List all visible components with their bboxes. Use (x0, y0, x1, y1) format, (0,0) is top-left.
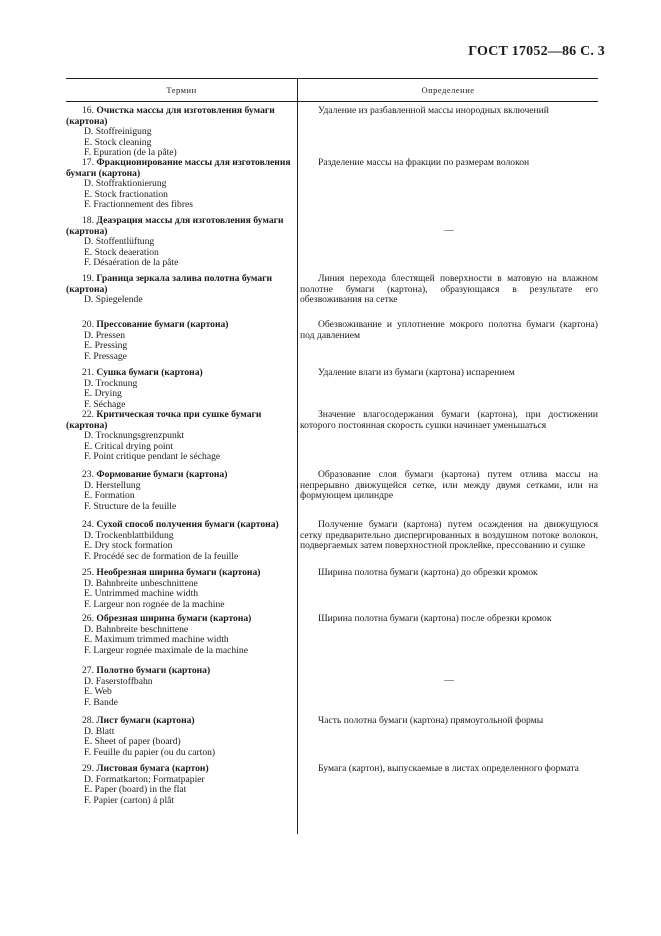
term-english: E. Stock fractionation (84, 188, 168, 200)
term-entry (66, 764, 297, 834)
term-number: 28. (82, 715, 94, 726)
term-entry (66, 368, 297, 410)
term-title (66, 368, 297, 379)
term-title (66, 520, 297, 531)
term-english: E. Stock cleaning (84, 136, 152, 148)
term-english: E. Stock deaeration (84, 246, 159, 258)
term-title (66, 320, 297, 331)
definition-entry (298, 716, 598, 764)
definition-text: — (444, 675, 454, 686)
term-french: F. Procédé sec de formation de la feuille (84, 550, 239, 562)
term-number: 17. (82, 157, 94, 168)
term-number: 25. (82, 567, 94, 578)
term-french: F. Désaération de la pâte (84, 257, 179, 269)
definition-text: Разделение массы на фракции по размерам волокон (318, 157, 530, 168)
term-number: 19. (82, 273, 94, 284)
definition-text: — (444, 225, 454, 236)
term-name: Граница зеркала залива полотна бумаги (картона) (66, 273, 273, 295)
term-entry (66, 520, 297, 568)
term-number: 18. (82, 215, 94, 226)
term-entry (66, 470, 297, 520)
term-title (66, 274, 297, 295)
definition-entry (298, 614, 598, 666)
definition-entry (298, 520, 598, 568)
term-number: 29. (82, 763, 94, 774)
term-title (66, 764, 297, 775)
term-name: Листовая бумага (картон) (96, 763, 209, 774)
term-name: Обрезная ширина бумаги (картона) (96, 613, 252, 624)
term-name: Сухой способ получения бумаги (картона) (96, 519, 279, 530)
term-entry (66, 106, 297, 158)
page-header: ГОСТ 17052—86 С. 3 (468, 44, 605, 59)
term-name: Необрезная ширина бумаги (картона) (96, 567, 261, 578)
definition-entry (298, 274, 598, 320)
term-french: F. Fractionnement des fibres (84, 199, 194, 211)
term-name: Фракционирование массы для изготовления бумаги (картона) (66, 157, 291, 179)
term-english: E. Dry stock formation (84, 540, 173, 552)
term-german: D. Spiegelende (84, 294, 143, 306)
term-title (66, 614, 297, 625)
term-number: 22. (82, 409, 94, 420)
term-french: F. Structure de la feuille (84, 500, 177, 512)
term-german: D. Bahnbreite unbeschnittene (84, 577, 198, 589)
definition-text: Образование слоя бумаги (картона) путем отлива массы на непрерывно движущейся сетке, или между двумя сетками, или на формующем цилиндре (300, 469, 598, 502)
term-german: D. Faserstoffbahn (84, 675, 153, 687)
term-french: F. Papier (carton) á plât (84, 794, 175, 806)
term-french: F. Point critique pendant le séchage (84, 451, 221, 463)
term-english: E. Critical drying point (84, 440, 173, 452)
term-german: D. Stoffentlüftung (84, 236, 155, 248)
term-german: D. Trockenblattbildung (84, 529, 174, 541)
term-entry (66, 320, 297, 368)
term-number: 27. (82, 665, 94, 676)
term-french: F. Bande (84, 696, 118, 708)
definition-text: Обезвоживание и уплотнение мокрого полотна бумаги (картона) под давлением (300, 319, 598, 341)
column-header-definitions: Определение (421, 85, 475, 95)
term-title (66, 410, 297, 431)
term-english: E. Formation (84, 490, 135, 502)
term-french: F. Feuille du papier (ou du carton) (84, 746, 216, 758)
definition-entry (298, 764, 598, 834)
term-entry (66, 666, 297, 716)
term-name: Полотно бумаги (картона) (96, 665, 211, 676)
term-german: D. Trocknungsgrenzpunkt (84, 430, 185, 442)
table-body (66, 102, 598, 834)
term-english: E. Drying (84, 388, 122, 400)
term-english: E. Paper (board) in the flat (84, 784, 187, 796)
term-german: D. Blatt (84, 725, 115, 737)
term-entry (66, 614, 297, 666)
term-entry (66, 568, 297, 614)
definition-entry (298, 470, 598, 520)
term-english: E. Web (84, 686, 112, 698)
term-title (66, 568, 297, 579)
term-french: F. Largeur non rognée de la machine (84, 598, 225, 610)
term-name: Прессование бумаги (картона) (96, 319, 229, 330)
term-title (66, 216, 297, 237)
term-number: 16. (82, 105, 94, 116)
term-number: 20. (82, 319, 94, 330)
term-french: F. Séchage (84, 398, 126, 410)
term-german: D. Herstellung (84, 479, 141, 491)
term-entry (66, 216, 297, 274)
term-title (66, 666, 297, 677)
term-german: D. Pressen (84, 329, 126, 341)
term-title (66, 716, 297, 727)
term-title (66, 158, 297, 179)
term-number: 23. (82, 469, 94, 480)
term-name: Формование бумаги (картона) (96, 469, 228, 480)
term-name: Очистка массы для изготовления бумаги (картона) (66, 105, 275, 127)
term-french: F. Largeur rognée maximale de la machine (84, 644, 248, 656)
term-name: Деаэрация массы для изготовления бумаги (картона) (66, 215, 284, 237)
table-header (66, 78, 598, 102)
term-french: F. Epuration (de la pâte) (84, 147, 177, 159)
definition-text: Ширина полотна бумаги (картона) до обрезки кромок (318, 567, 538, 578)
term-entry (66, 158, 297, 216)
definition-entry (298, 158, 598, 216)
definition-text: Удаление влаги из бумаги (картона) испарением (318, 367, 515, 378)
term-title (66, 106, 297, 127)
term-german: D. Bahnbreite beschnittene (84, 623, 189, 635)
term-entry (66, 274, 297, 320)
term-french: F. Pressage (84, 350, 127, 362)
term-english: E. Sheet of paper (board) (84, 736, 181, 748)
definition-text: Линия перехода блестящей поверхности в матовую на влажном полотне бумаги (картона), образующаяся в результате его обезвоживания на сетке (300, 273, 598, 306)
term-number: 26. (82, 613, 94, 624)
term-name: Критическая точка при сушке бумаги (картона) (66, 409, 262, 431)
definition-entry (298, 216, 598, 274)
terms-table (66, 78, 598, 834)
terms-column (66, 102, 298, 834)
term-german: D. Stoffraktionierung (84, 178, 167, 190)
definitions-column (298, 102, 598, 834)
definition-text: Удаление из разбавленной массы инородных включений (318, 105, 549, 116)
definition-entry (298, 368, 598, 410)
term-german: D. Formatkarton; Formatpapier (84, 773, 205, 785)
term-english: E. Untrimmed machine width (84, 588, 199, 600)
term-number: 24. (82, 519, 94, 530)
definition-text: Часть полотна бумаги (картона) прямоугольной формы (318, 715, 544, 726)
definition-text: Бумага (картон), выпускаемые в листах определенного формата (318, 763, 579, 774)
definition-text: Ширина полотна бумаги (картона) после обрезки кромок (318, 613, 552, 624)
definition-text: Значение влагосодержания бумаги (картона), при достижении которого постоянная скорость сушки начинает уменьшаться (300, 409, 598, 431)
term-name: Лист бумаги (картона) (96, 715, 195, 726)
term-german: D. Stoffreinigung (84, 126, 152, 138)
definition-entry (298, 410, 598, 470)
term-english: E. Pressing (84, 340, 128, 352)
definition-entry (298, 106, 598, 158)
definition-entry (298, 568, 598, 614)
definition-text: Получение бумаги (картона) путем осаждения на движущуюся сетку предварительно диспергированных в воздушном потоке волокон, подвергаемых затем поверхностной проклейке, прессованию и сушке (300, 519, 598, 552)
term-number: 21. (82, 367, 94, 378)
term-name: Сушка бумаги (картона) (96, 367, 203, 378)
term-german: D. Trocknung (84, 377, 138, 389)
column-header-terms: Термин (66, 79, 298, 101)
term-entry (66, 410, 297, 470)
definition-entry (298, 320, 598, 368)
term-english: E. Maximum trimmed machine width (84, 634, 229, 646)
definition-entry (298, 666, 598, 716)
term-entry (66, 716, 297, 764)
term-title (66, 470, 297, 481)
